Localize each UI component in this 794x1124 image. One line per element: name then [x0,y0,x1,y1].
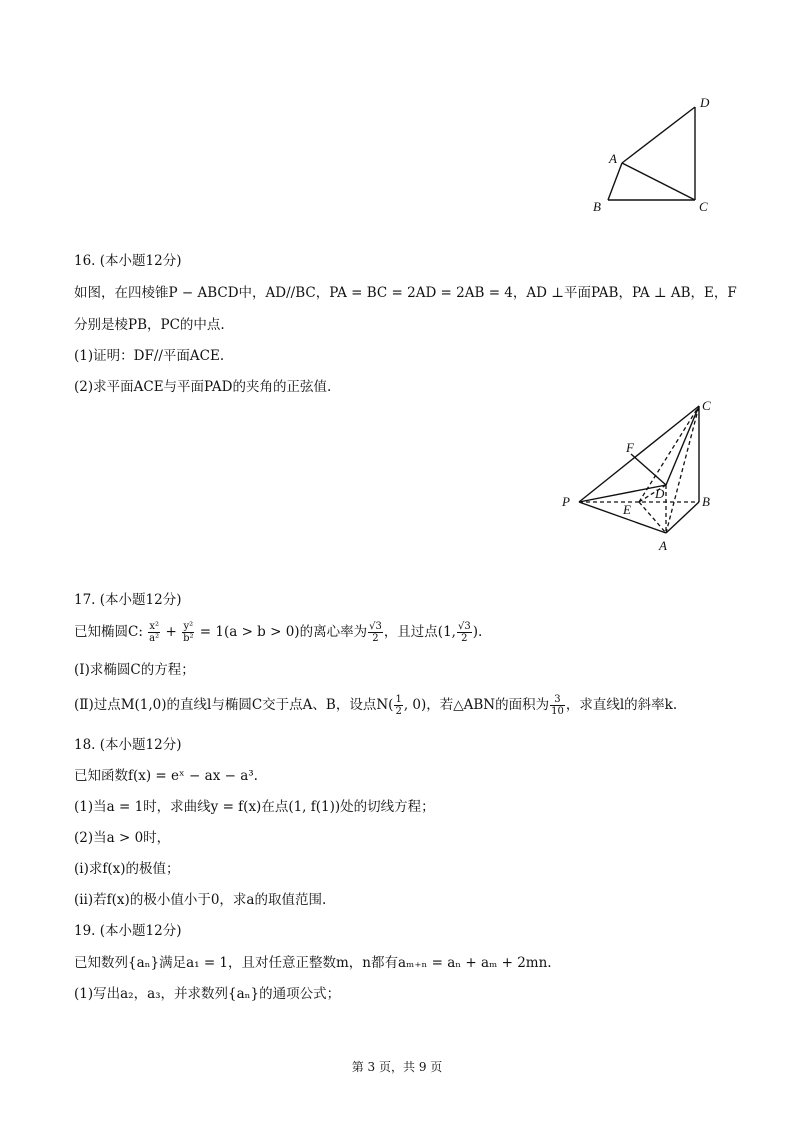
q16-line2: 分别是棱PB，PC的中点. [74,317,225,333]
q18-part2i: (ⅰ)求f(x)的极值； [74,861,180,877]
frac-area: $\frac{3}{10}$ [551,694,564,717]
q16-header: 16. (本小题12分) [74,253,182,269]
q16-line1: 如图，在四棱锥P − ABCD中，AD//BC，PA = BC = 2AD = 2AB = 4，AD ⊥平面PAB，PA ⊥ AB，E，F [74,285,737,301]
q17-part2: (Ⅱ)过点M(1,0)的直线l与椭圆C交于点A、B，设点N( $\frac{1}{2}$ , 0)，若△ABN的面积为 $\frac{3}{10}$ ，求直线l的斜率k. [74,694,678,717]
label-A2: A [659,538,667,553]
q18-header: 18. (本小题12分) [74,737,182,753]
q17-line1-a: 已知椭圆C: [74,624,148,640]
q18-line1: 已知函数f(x) = eˣ − ax − a³. [74,768,258,784]
q19-line1: 已知数列{aₙ}满足a₁ = 1，且对任意正整数m，n都有aₘ₊ₙ = aₙ + aₘ + 2mn. [74,955,552,971]
frac-eccentricity: $\frac{√3}{2}$ [369,621,382,644]
label-B2: B [702,494,710,509]
q16-part2: (2)求平面ACE与平面PAD的夹角的正弦值. [74,379,332,395]
label-F2: F [626,440,634,455]
label-D2: D [655,486,665,501]
label-A: A [609,151,617,166]
q18-part1: (1)当a = 1时，求曲线y = f(x)在点(1, f(1))处的切线方程； [74,799,435,815]
page-footer: 第 3 页，共 9 页 [351,1060,443,1074]
figure-triangle-abcd [585,90,715,220]
q16-part1: (1)证明：DF//平面ACE. [74,348,225,364]
q17-line1: 已知椭圆C: $\frac{\text{x²}}{\text{a²}}$ + $\frac{\text{y²}}{\text{b²}}$ = 1(a > b > 0)的离心率为 $\frac{√3}{2}$ ，且过点(1, $\frac{√3}{2}$ ). [74,621,483,644]
q18-part2ii: (ⅱ)若f(x)的极小值小于0，求a的取值范围. [74,892,327,908]
frac-y2-b2: $\frac{\text{y²}}{\text{b²}}$ [183,621,194,644]
label-B: B [593,199,601,214]
frac-half: $\frac{1}{2}$ [395,694,402,717]
label-P2: P [562,494,570,509]
q18-part2: (2)当a > 0时， [74,830,171,846]
q17-header: 17. (本小题12分) [74,592,182,608]
label-C: C [699,199,708,214]
q17-part1: (Ⅰ)求椭圆C的方程； [74,662,195,678]
frac-point-y: $\frac{√3}{2}$ [457,621,471,644]
frac-x2-a2: $\frac{\text{x²}}{\text{a²}}$ [149,621,160,644]
label-D: D [700,95,710,110]
label-E2: E [623,502,631,517]
q19-header: 19. (本小题12分) [74,923,182,939]
q19-part1: (1)写出a₂，a₃，并求数列{aₙ}的通项公式； [74,986,341,1002]
label-C2: C [702,398,711,413]
figure-pyramid [555,392,725,557]
